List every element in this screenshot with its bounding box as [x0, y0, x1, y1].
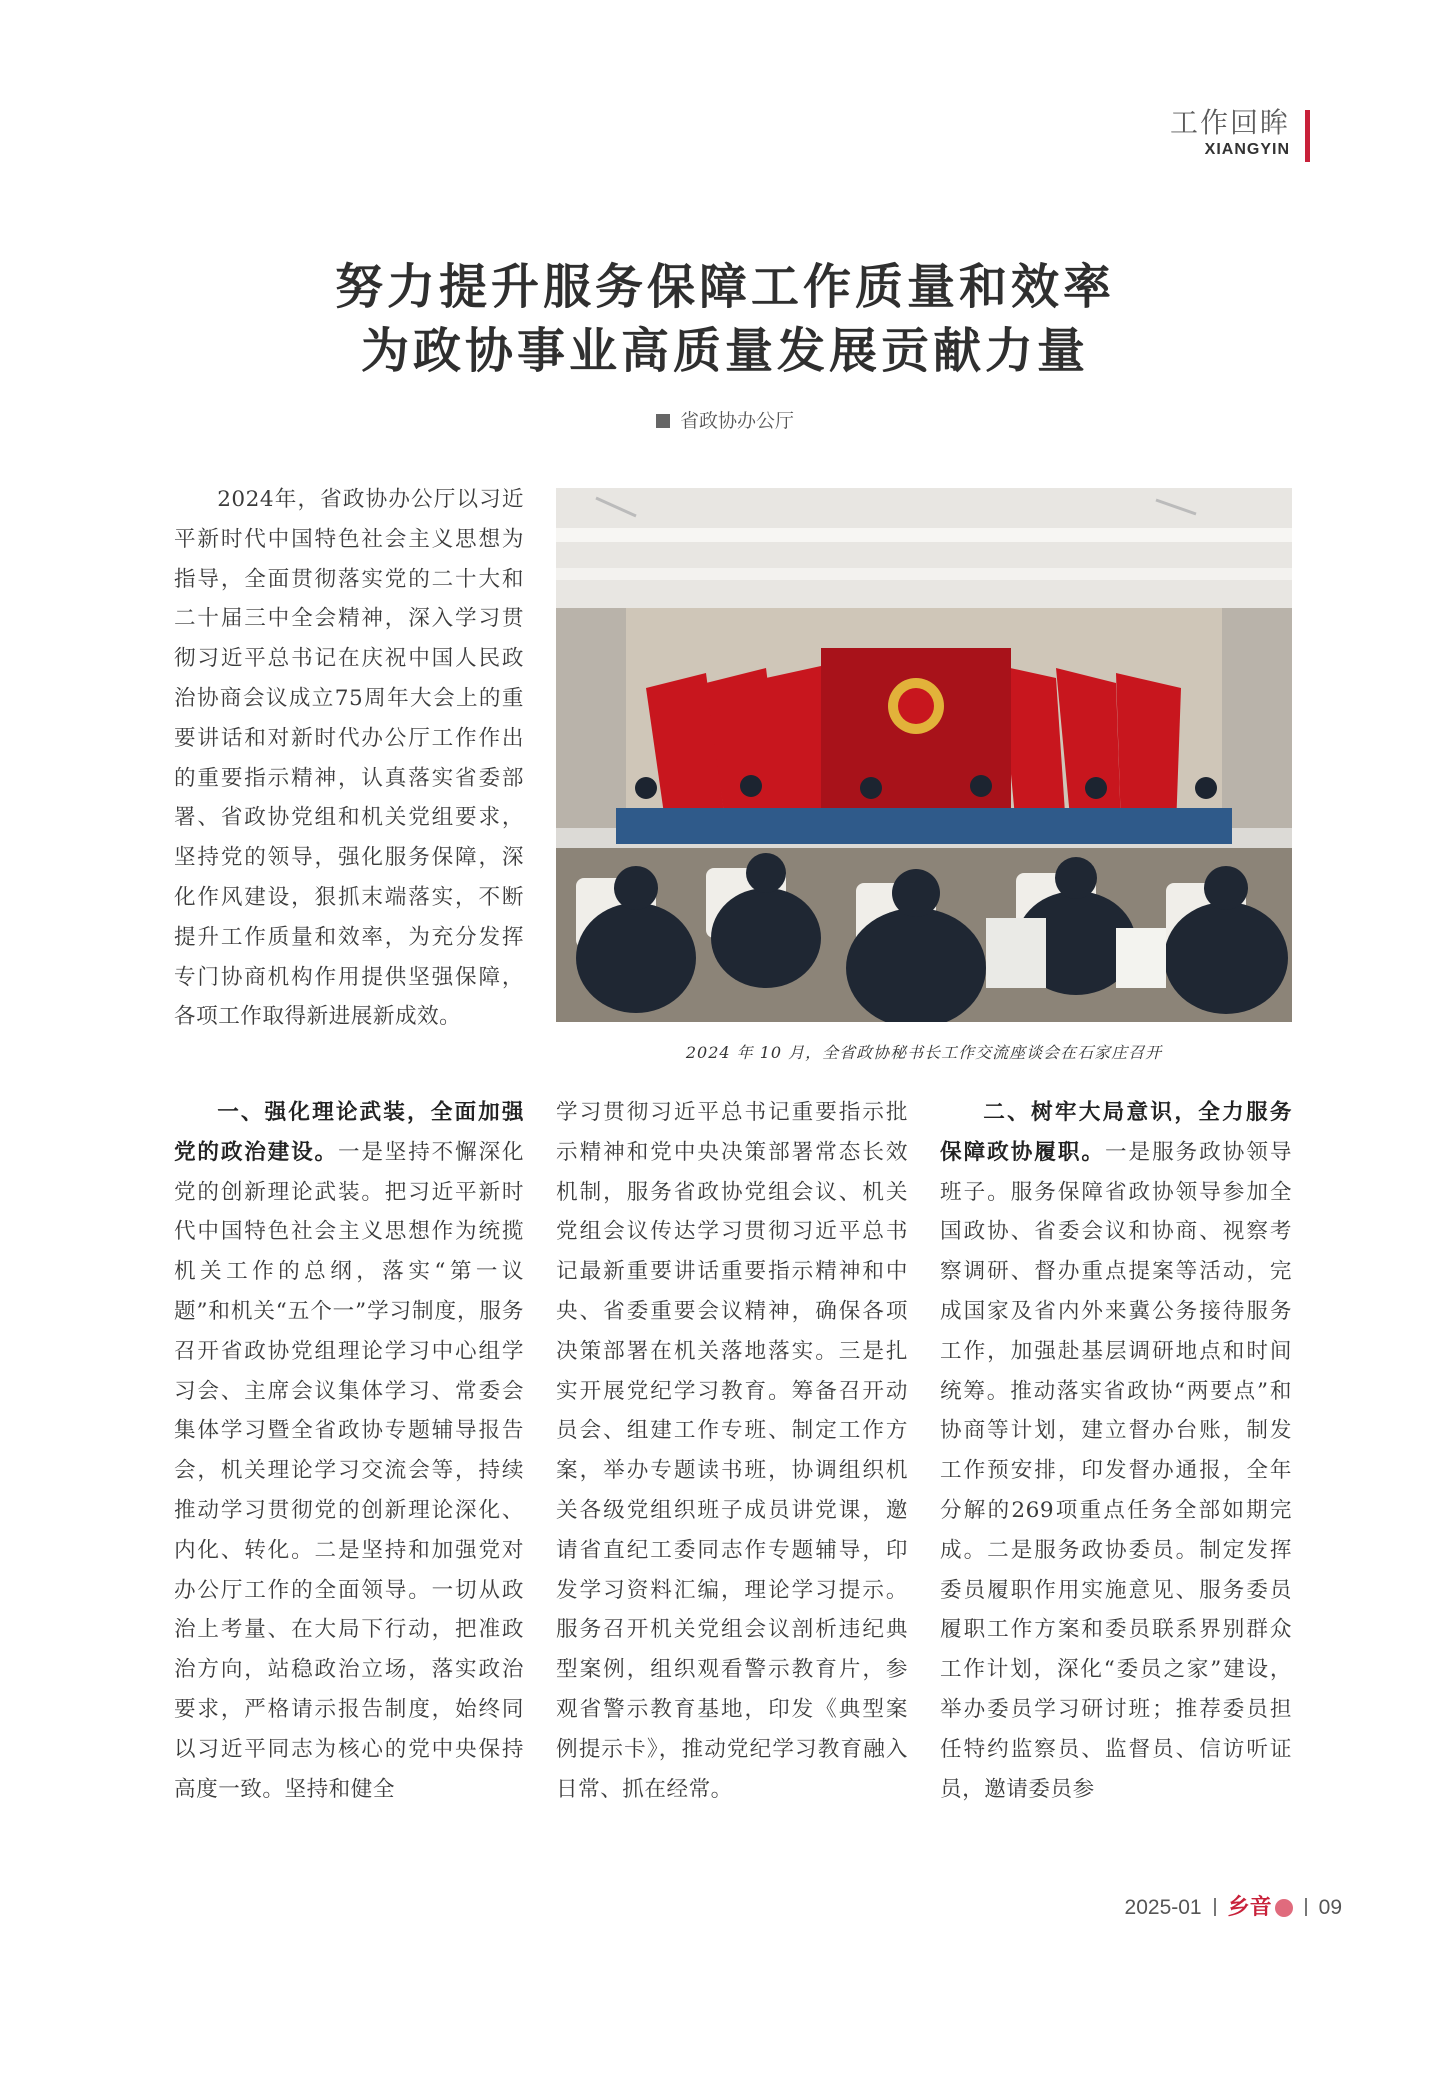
- photo-caption: 2024 年 10 月，全省政协秘书长工作交流座谈会在石家庄召开: [685, 1043, 1163, 1062]
- section-1-paragraph: [174, 1093, 524, 1809]
- byline-author: 省政协办公厅: [679, 410, 794, 432]
- brand-logo-icon: [1275, 1899, 1293, 1917]
- page-footer: [1125, 1890, 1342, 1921]
- column-2-text: 学习贯彻习近平总书记重要指示批示精神和党中央决策部署常态长效机制，服务省政协党组会议、机关党组会议传达学习贯彻习近平总书记最新重要讲话重要指示精神和中央、省委重要会议精神，确保各项决策部署在机关落地落实。三是扎实开展党纪学习教育。筹备召开动员会、组建工作专班、制定工作方案，举办专题读书班，协调组织机关各级党组织班子成员讲党课，邀请省直纪工委同志作专题辅导，印发学习资料汇编，理论学习提示。服务召开机关党组会议剖析违纪典型案例，组织观看警示教育片，参观省警示教育基地，印发《典型案例提示卡》，推动党纪学习教育融入日常、抓在经常。: [556, 1100, 908, 1802]
- meeting-photo-illustration: [556, 488, 1292, 1022]
- article-title-line-1: 努力提升服务保障工作质量和效率: [334, 259, 1115, 315]
- body-column-1: [174, 1093, 524, 1809]
- section-2-text: 一是服务政协领导班子。服务保障省政协领导参加全国政协、省委会议和协商、视察考察调研、督办重点提案等活动，完成国家及省内外来冀公务接待服务工作，加强赴基层调研地点和时间统筹。推动落实省政协“两要点”和协商等计划，建立督办台账，制发工作预安排，印发督办通报，全年分解的269项重点任务全部如期完成。二是服务政协委员。制定发挥委员履职作用实施意见、服务委员履职工作方案和委员联系界别群众工作计划，深化“委员之家”建设，举办委员学习研讨班；推荐委员担任特约监察员、监督员、信访听证员，邀请委员参: [940, 1139, 1292, 1802]
- magazine-brand: 乡音: [1227, 1895, 1272, 1920]
- section-1-text: 一是坚持不懈深化党的创新理论武装。把习近平新时代中国特色社会主义思想作为统揽机关工作的总纲，落实“第一议题”和机关“五个一”学习制度，服务召开省政协党组理论学习中心组学习会、主席会议集体学习、常委会集体学习暨全省政协专题辅导报告会，机关理论学习交流会等，持续推动学习贯彻党的创新理论深化、内化、转化。二是坚持和加强党对办公厅工作的全面领导。一切从政治上考量、在大局下行动，把准政治方向，站稳政治立场，落实政治要求，严格请示报告制度，始终同以习近平同志为核心的党中央保持高度一致。坚持和健全: [174, 1139, 524, 1802]
- meeting-photo: [556, 488, 1292, 1022]
- byline: [0, 406, 1450, 433]
- footer-divider: [1214, 1898, 1216, 1916]
- intro-column: [174, 480, 524, 1037]
- section-accent-bar: [1305, 110, 1310, 162]
- section-subtitle: XIANGYIN: [1204, 141, 1290, 158]
- intro-paragraph: 2024年，省政协办公厅以习近平新时代中国特色社会主义思想为指导，全面贯彻落实党的二十大和二十届三中全会精神，深入学习贯彻习近平总书记在庆祝中国人民政治协商会议成立75周年大会上的重要讲话和对新时代办公厅工作作出的重要指示精神，认真落实省委部署、省政协党组和机关党组要求，坚持党的领导，强化服务保障，深化作风建设，狠抓末端落实，不断提升工作质量和效率，为充分发挥专门协商机构作用提供坚强保障，各项工作取得新进展新成效。: [174, 487, 524, 1030]
- section-header: [1170, 106, 1290, 160]
- section-title: 工作回眸: [1169, 106, 1290, 139]
- page-number: 09: [1318, 1896, 1342, 1919]
- section-1-heading: 一、强化理论武装，全面加强党的政治建设。: [174, 1100, 524, 1165]
- section-2-heading: 二、树牢大局意识，全力服务保障政协履职。: [940, 1100, 1292, 1165]
- section-2-paragraph: [940, 1093, 1292, 1809]
- article-title-line-2: 为政协事业高质量发展贡献力量: [360, 323, 1089, 379]
- body-column-2: [556, 1093, 908, 1809]
- issue-number: 2025-01: [1124, 1896, 1202, 1919]
- byline-square-icon: [656, 414, 670, 428]
- body-column-3: [940, 1093, 1292, 1809]
- footer-divider: [1305, 1898, 1307, 1916]
